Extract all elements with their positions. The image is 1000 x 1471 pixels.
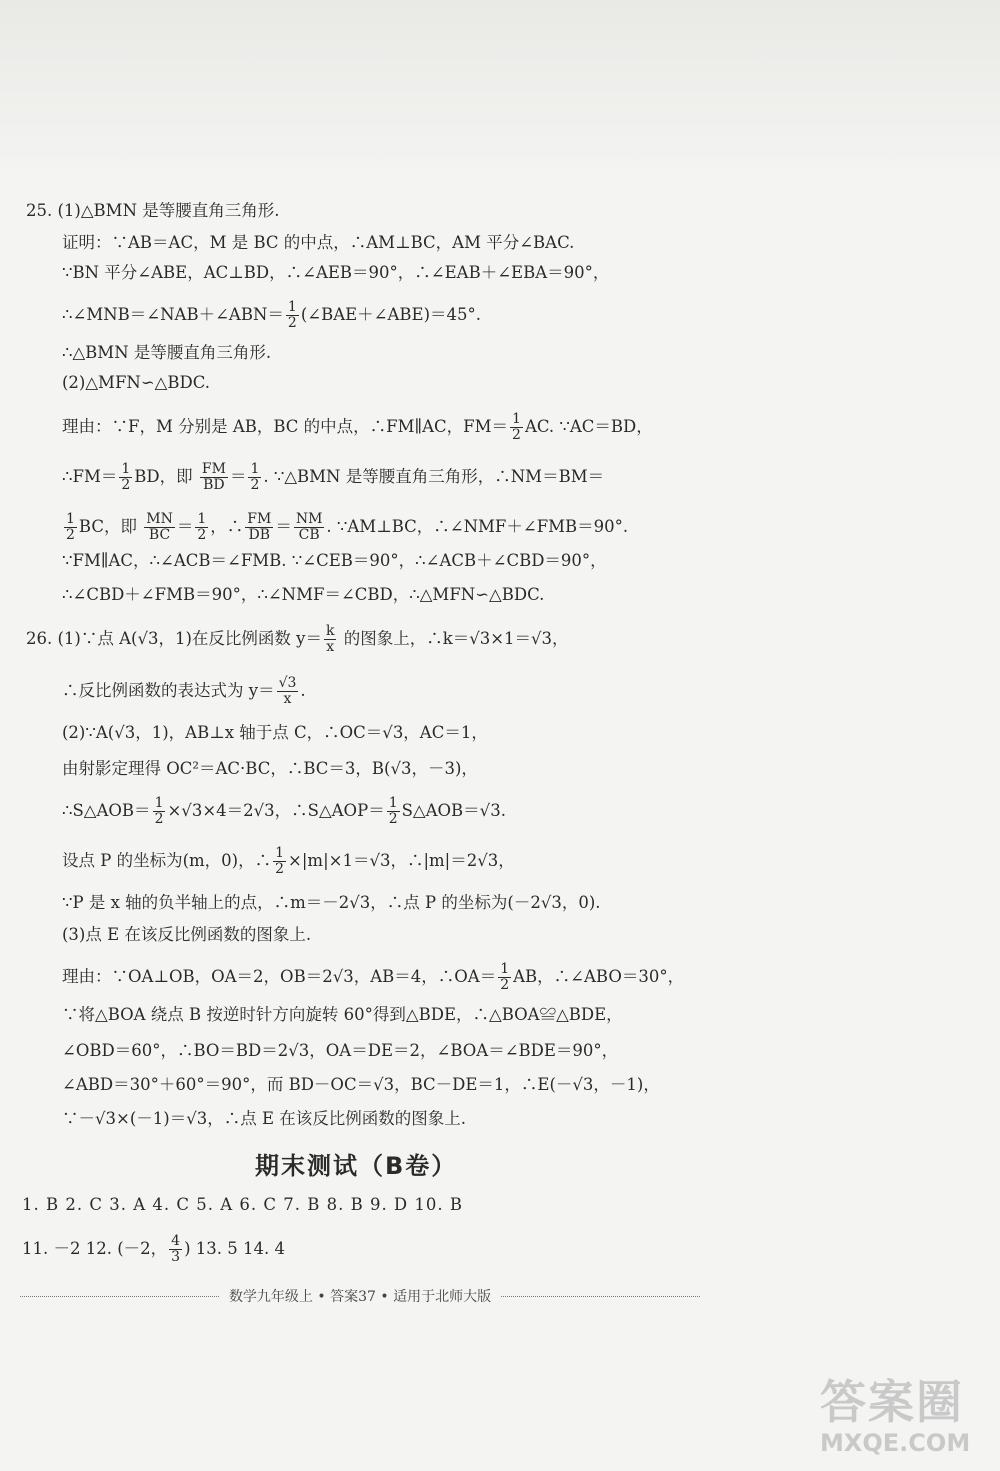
solution-line: ∴∠MNB＝∠NAB＋∠ABN＝ $\frac{1}{2}$ (∠BAE＋∠ABE)＝45°.: [62, 299, 481, 331]
fraction: $\frac{1}{2}$: [287, 299, 297, 331]
fraction: $\frac{1}{2}$: [388, 795, 398, 827]
page-footer: [20, 1286, 700, 1306]
solution-line: ∴△BMN 是等腰直角三角形.: [62, 343, 272, 362]
fraction: $\frac{1}{2}$: [500, 961, 510, 993]
solution-line: 理由：∵OA⊥OB，OA＝2，OB＝2√3，AB＝4，∴OA＝ $\frac{1}{2}$ AB，∴∠ABO＝30°，: [62, 961, 685, 993]
solution-line: ∠ABD＝30°＋60°＝90°，而 BD－OC＝√3，BC－DE＝1，∴E(－√3，－1)，: [62, 1075, 660, 1094]
solution-line: ∠OBD＝60°，∴BO＝BD＝2√3，OA＝DE＝2，∠BOA＝∠BDE＝90°，: [62, 1041, 619, 1060]
fraction: $\frac{k}{x}$: [325, 623, 335, 655]
solution-line: ∴FM＝ $\frac{1}{2}$ BD，即 $\frac{FM}{BD}$ ＝ $\frac{1}{2}$ . ∵△BMN 是等腰直角三角形，∴NM＝BM＝: [62, 461, 605, 493]
fraction: $\frac{FM}{DB}$: [247, 511, 272, 543]
fraction: $\frac{1}{2}$: [250, 461, 260, 493]
watermark-url: MXQE.COM: [820, 1429, 971, 1457]
solution-line: 理由：∵F，M 分别是 AB，BC 的中点，∴FM∥AC，FM＝ $\frac{1}{2}$ AC. ∵AC＝BD，: [62, 411, 653, 443]
fraction: $\frac{1}{2}$: [154, 795, 164, 827]
fraction: $\frac{1}{2}$: [66, 511, 75, 543]
solution-line: 26. (1)∵点 A(√3，1)在反比例函数 y＝ $\frac{k}{x}$ 的图象上，∴k＝√3×1＝√3，: [26, 623, 569, 655]
watermark-logo: 答案圈: [820, 1375, 964, 1429]
fraction: $\frac{FM}{BD}$: [201, 461, 226, 493]
solution-line: ∵－√3×(－1)＝√3，∴点 E 在该反比例函数的图象上.: [62, 1109, 467, 1128]
solution-line: 证明：∵AB＝AC，M 是 BC 的中点，∴AM⊥BC，AM 平分∠BAC.: [62, 233, 575, 252]
solution-line: 由射影定理得 OC²＝AC·BC，∴BC＝3，B(√3，－3)，: [62, 759, 478, 778]
watermark: [820, 1375, 990, 1465]
fraction: $\frac{1}{2}$: [197, 511, 207, 543]
solution-line: (2)△MFN∽△BDC.: [62, 373, 210, 392]
solution-line: ∴反比例函数的表达式为 y＝ $\frac{√3}{x}$ .: [62, 675, 306, 707]
footer-dots-right: [501, 1296, 700, 1297]
fraction: $\frac{1}{2}$: [275, 845, 285, 877]
solution-line: (3)点 E 在该反比例函数的图象上.: [62, 925, 312, 944]
fraction: $\frac{MN}{BC}$: [146, 511, 173, 543]
solution-line: ∵BN 平分∠ABE，AC⊥BD，∴∠AEB＝90°，∴∠EAB＋∠EBA＝90°，: [62, 263, 610, 282]
fraction: $\frac{√3}{x}$: [278, 675, 297, 707]
solution-line: 设点 P 的坐标为(m，0)，∴ $\frac{1}{2}$ ×|m|×1＝√3，∴|m|＝2√3，: [62, 845, 515, 877]
footer-dots-left: [20, 1296, 219, 1297]
solution-line: ∵P 是 x 轴的负半轴上的点，∴m＝－2√3，∴点 P 的坐标为(－2√3，0).: [62, 893, 601, 912]
solution-line: $\frac{1}{2}$ BC，即 $\frac{MN}{BC}$ ＝ $\frac{1}{2}$ ，∴ $\frac{FM}{DB}$ ＝ $\frac{NM}{CB}$ . ∵AM⊥BC，∴∠NMF＋∠FMB＝90°.: [66, 511, 629, 543]
fraction: $\frac{4}{3}$: [171, 1233, 181, 1265]
solution-line: ∴S△AOB＝ $\frac{1}{2}$ ×√3×4＝2√3，∴S△AOP＝ $\frac{1}{2}$ S△AOB＝√3.: [62, 795, 506, 827]
choice-answers: 1. B 2. C 3. A 4. C 5. A 6. C 7. B 8. B 9. D 10. B: [22, 1195, 464, 1214]
page-top-shading: [0, 0, 1000, 180]
section-title: 期末测试（B卷）: [255, 1152, 458, 1180]
solution-line: ∵将△BOA 绕点 B 按逆时针方向旋转 60°得到△BDE，∴△BOA≌△BDE，: [62, 1005, 623, 1024]
footer-text: 数学九年级上 • 答案37 • 适用于北师大版: [228, 1289, 492, 1305]
solution-line: ∵FM∥AC，∴∠ACB＝∠FMB. ∵∠CEB＝90°，∴∠ACB＋∠CBD＝90°，: [62, 551, 607, 570]
fraction: $\frac{1}{2}$: [121, 461, 131, 493]
fraction: $\frac{NM}{CB}$: [295, 511, 323, 543]
fraction: $\frac{1}{2}$: [512, 411, 521, 443]
solution-line: ∴∠CBD＋∠FMB＝90°，∴∠NMF＝∠CBD，∴△MFN∽△BDC.: [62, 585, 545, 604]
solution-line: (2)∵A(√3，1)，AB⊥x 轴于点 C，∴OC＝√3，AC＝1，: [62, 723, 488, 742]
fill-in-answers: 11. －2 12. (－2， $\frac{4}{3}$ ) 13. 5 14. 4: [22, 1233, 285, 1265]
solution-line: 25. (1)△BMN 是等腰直角三角形.: [26, 201, 280, 220]
